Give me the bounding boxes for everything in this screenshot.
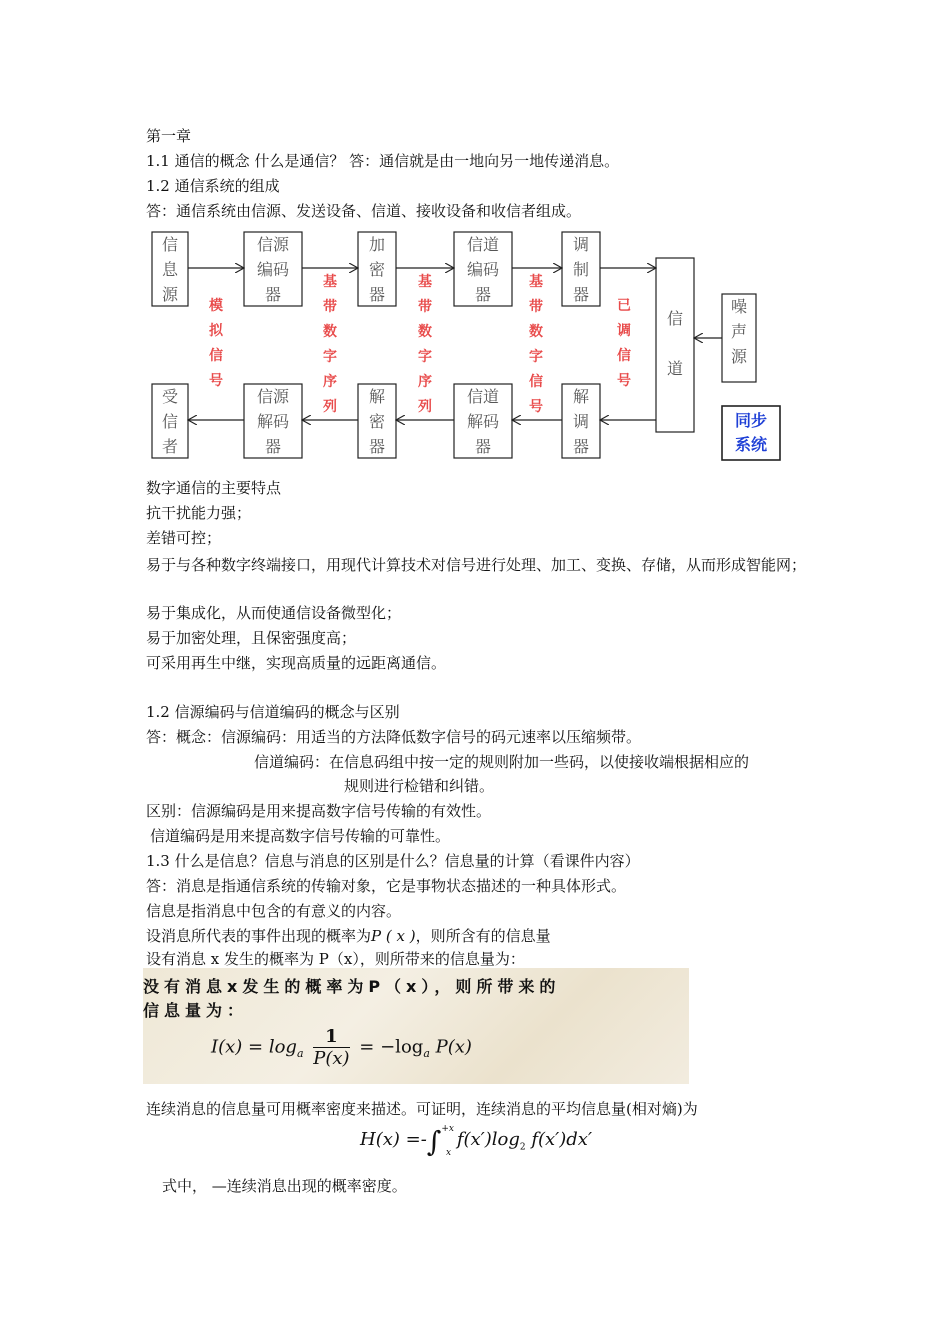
eq-base-1: a [296,1047,304,1061]
feature-4: 易于集成化，从而使通信设备微型化； [146,604,402,622]
a-1-3-message: 答：消息是指通信系统的传输对象，它是事物状态描述的一种具体形式。 [146,877,627,895]
noise-label: 噪声源 [730,297,748,366]
eq-lhs: I(x) = log [211,1036,297,1058]
bottom-box-label-1: 信源解码器 [256,387,290,456]
top-box-label-4: 调制器 [572,235,590,304]
feature-3: 易于与各种数字终端接口，用现代计算技术对信号进行处理、加工、变换、存储，从而形成智能网； [146,556,807,574]
top-box-label-0: 信息源 [161,235,179,304]
feature-1: 抗干扰能力强； [146,504,252,522]
entropy-formula [360,1124,592,1158]
information-equation [211,1026,472,1069]
entropy-lhs: H(x) =- [360,1129,427,1150]
integral-sign: ∫ [426,1125,442,1158]
formula-image-line-2: 信息量为： [143,1001,249,1020]
feature-2: 差错可控； [146,529,222,547]
continuous-info-text: 连续消息的信息量可用概率密度来描述。可证明，连续消息的平均信息量(相对熵)为 [146,1100,698,1118]
channel-coding-def-2: 规则进行检错和纠错。 [344,777,495,795]
red-signal-label-3: 基带数字信号 [529,274,543,415]
red-signal-label-2: 基带数字序列 [418,274,432,415]
probability-line [146,926,551,946]
red-signal-label-0: 模拟信号 [209,298,223,389]
where-density: 式中， —连续消息出现的概率密度。 [162,1177,407,1195]
probability-line-2: 设有消息 x 发生的概率为 P（x），则所带来的信息量为： [146,950,525,968]
channel-label: 信道 [666,309,684,378]
eq-rhs: = −log [359,1036,424,1058]
feature-5: 易于加密处理，且保密强度高； [146,629,357,647]
a-1-2: 答：通信系统由信源、发送设备、信道、接收设备和收信者组成。 [146,202,582,220]
entropy-base: 2 [519,1142,526,1153]
integral-lower: x [446,1148,452,1158]
digital-features-title: 数字通信的主要特点 [146,479,282,497]
bottom-box-label-0: 受信者 [161,387,179,456]
q-1-2-coding: 1.2 信源编码与信道编码的概念与区别 [146,703,400,721]
chapter-title: 第一章 [146,127,192,145]
difference-1: 区别：信源编码是用来提高数字信号传输的有效性。 [146,802,492,820]
answer-concept: 答：概念：信源编码：用适当的方法降低数字信号的码元速率以压缩频带。 [146,728,642,746]
difference-2: 信道编码是用来提高数字信号传输的可靠性。 [150,827,451,845]
q-1-2: 1.2 通信系统的组成 [146,177,280,195]
red-signal-label-4: 已调信号 [617,298,631,389]
integral-upper: +x [441,1124,454,1134]
channel-coding-def: 信道编码：在信息码组中按一定的规则附加一些码，以使接收端根据相应的 [254,753,750,771]
information-formula-image [143,968,689,1084]
bottom-box-label-4: 解调器 [572,387,590,456]
entropy-tail: f(x′)dx′ [531,1129,593,1150]
probability-text-b: ，则所含有的信息量 [415,927,551,945]
communication-system-diagram [146,228,786,464]
probability-text-a: 设消息所代表的事件出现的概率为 [146,927,372,945]
feature-6: 可采用再生中继，实现高质量的远距离通信。 [146,654,447,672]
bottom-box-label-2: 解密器 [368,387,386,456]
top-box-label-2: 加密器 [368,235,386,304]
eq-fraction [313,1026,349,1069]
top-box-label-3: 信道编码器 [466,235,500,304]
bottom-box-label-3: 信道解码器 [466,387,500,456]
entropy-body: f(x′)log [456,1129,520,1150]
eq-numerator: 1 [313,1026,349,1048]
red-signal-label-1: 基带数字序列 [323,274,337,415]
a-1-3-information: 信息是指消息中包含的有意义的内容。 [146,902,402,920]
sync-label: 同步系统 [734,411,768,454]
probability-px: P ( x ) [371,927,416,945]
eq-denominator: P(x) [313,1048,350,1069]
formula-image-line-1: 没有消息x发生的概率为P（x），则所带来的 [143,977,561,996]
q-1-1: 1.1 通信的概念 什么是通信？ 答：通信就是由一地向另一地传递消息。 [146,152,620,170]
q-1-3: 1.3 什么是信息？信息与消息的区别是什么？信息量的计算（看课件内容） [146,852,640,870]
box-channel [656,258,694,432]
eq-rhs-tail: P(x) [435,1036,472,1058]
top-box-label-1: 信源编码器 [256,235,290,304]
eq-base-2: a [423,1047,430,1061]
